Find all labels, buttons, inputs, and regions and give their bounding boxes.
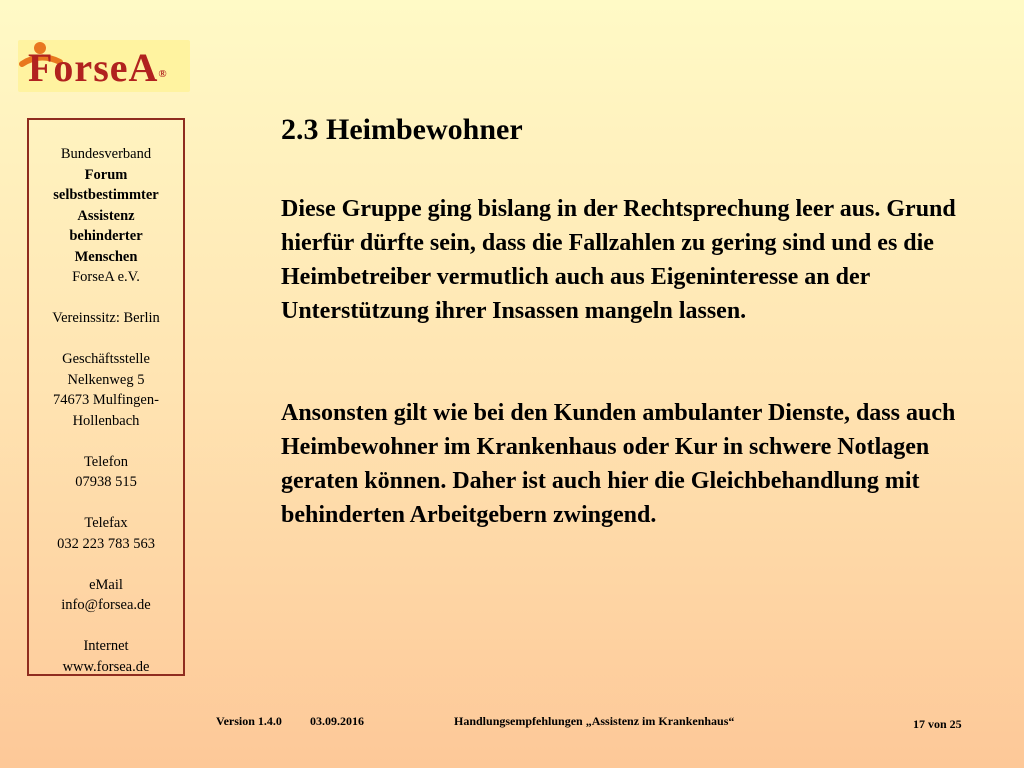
paragraph-1: Diese Gruppe ging bislang in der Rechtsprechung leer aus. Grund hierfür dürfte sein, dass die Fallzahlen zu gering sind und es die Heimbetreiber vermutlich auch aus Eigeninteresse an der Unterstützung ihrer Insassen mangeln lassen. xyxy=(281,196,956,324)
sidebar-line: Assistenz xyxy=(77,207,135,224)
sidebar-line: 07938 515 xyxy=(75,474,137,490)
paragraph-2: Ansonsten gilt wie bei den Kunden ambulanter Dienste, dass auch Heimbewohner im Krankenhaus oder Kur in schwere Notlagen geraten können. Daher ist auch hier die Gleichbehandlung mit behinderten Arbeitgebern zwingend. xyxy=(281,400,956,528)
footer-version: Version 1.4.0 xyxy=(216,714,282,728)
sidebar-line: Telefon xyxy=(83,453,129,470)
sidebar-spacer xyxy=(29,431,183,452)
sidebar-line: Bundesverband xyxy=(60,146,152,162)
sidebar-line: Vereinssitz: Berlin xyxy=(52,310,160,326)
sidebar-line: ForseA e.V. xyxy=(72,269,140,285)
forsea-logo xyxy=(18,40,190,92)
logo-wordmark: ForseA® xyxy=(28,45,168,90)
sidebar-line: 74673 Mulfingen- xyxy=(53,392,159,408)
sidebar-line: Telefax xyxy=(84,515,128,531)
sidebar-line: info@forsea.de xyxy=(61,597,151,613)
sidebar-line: Nelkenweg 5 xyxy=(67,371,145,388)
organization-info-box xyxy=(27,118,185,676)
slide-heading: 2.3 Heimbewohner xyxy=(281,113,523,146)
sidebar-spacer xyxy=(29,329,183,350)
sidebar-line: behinderter xyxy=(69,228,143,244)
sidebar-line: Geschäftsstelle xyxy=(62,351,150,367)
sidebar-spacer xyxy=(29,554,183,575)
sidebar-line: selbstbestimmter xyxy=(53,187,159,203)
sidebar-line: Internet xyxy=(83,638,129,654)
sidebar-line: 032 223 783 563 xyxy=(57,535,155,552)
sidebar-line: Forum xyxy=(84,166,128,183)
footer-date: 03.09.2016 xyxy=(310,714,364,728)
sidebar-line: Menschen xyxy=(74,248,138,265)
sidebar-line: Hollenbach xyxy=(72,412,140,429)
sidebar-spacer xyxy=(29,493,183,514)
page-number: 17 von 25 xyxy=(913,717,962,731)
sidebar-line: www.forsea.de xyxy=(62,658,150,675)
sidebar-spacer xyxy=(29,288,183,309)
sidebar-line: eMail xyxy=(89,576,123,593)
sidebar-spacer xyxy=(29,616,183,637)
footer-title: Handlungsempfehlungen „Assistenz im Krankenhaus“ xyxy=(454,714,735,728)
